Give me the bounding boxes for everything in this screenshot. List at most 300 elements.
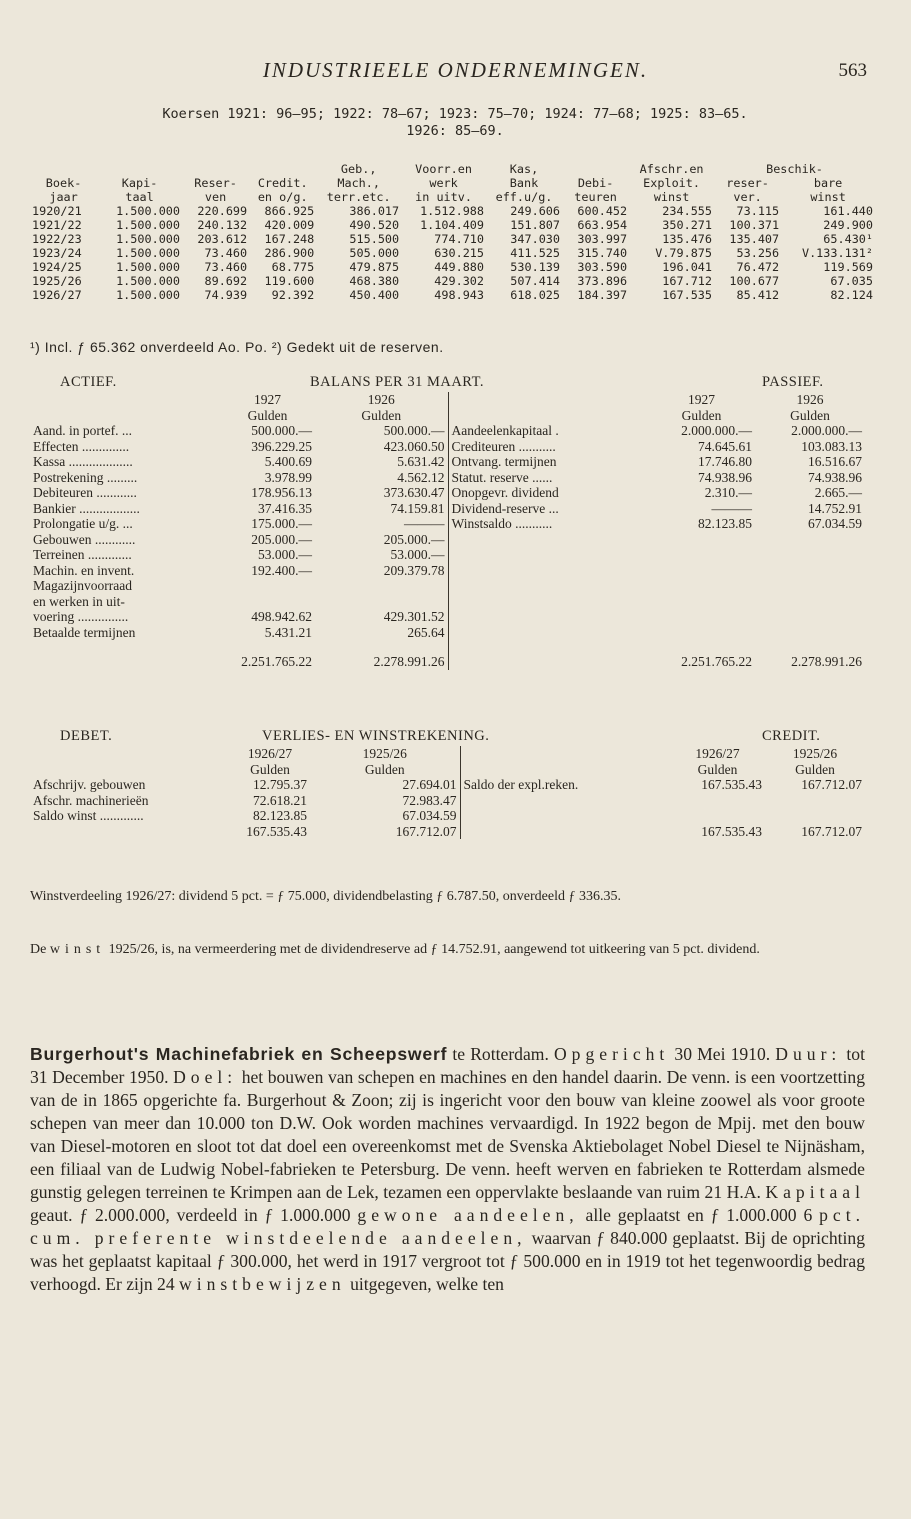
balans-row (30, 454, 865, 470)
spacer (755, 609, 865, 625)
actief-value: 175.000.— (251, 516, 312, 531)
results-cell: V.79.875 (655, 246, 713, 260)
results-table (30, 162, 875, 302)
passief-label: Statut. reserve ...... (448, 470, 648, 486)
col-h1-geb: Geb., (340, 162, 377, 176)
passief-value: 2.000.000.— (791, 423, 862, 438)
passief-label: Onopgevr. dividend (448, 485, 648, 501)
results-cell: 76.472 (736, 260, 780, 274)
total-actief: 2.251.765.22 (241, 654, 312, 669)
results-cell: 498.943 (434, 288, 484, 302)
results-cell: 303.590 (577, 260, 628, 274)
spacer (755, 578, 865, 594)
spacer (460, 762, 670, 778)
spacer (648, 563, 755, 579)
actief-value: 205.000.— (383, 531, 445, 547)
passief-label: PASSIEF. (762, 374, 824, 390)
debet-value: 72.618.21 (253, 792, 307, 808)
spacer (648, 594, 755, 610)
actief-value (315, 594, 448, 610)
results-cell: 303.997 (577, 232, 628, 246)
unit-header: Gulden (247, 407, 288, 423)
results-year-cell: 1926/27 (32, 288, 82, 302)
year-header: 1926 (367, 392, 395, 407)
year-header: 1927 (254, 392, 281, 407)
col-h3: in uitv. (415, 190, 472, 204)
col-h3: teuren (574, 190, 617, 204)
company-paragraph (30, 1043, 865, 1296)
results-cell: 429.302 (434, 274, 484, 288)
passief-label: Aandeelenkapitaal . (448, 423, 648, 439)
results-cell: 411.525 (510, 246, 561, 260)
vw-row (30, 808, 865, 824)
passief-label: Dividend-reserve ... (448, 501, 648, 517)
passief-value: 82.123.85 (698, 516, 752, 531)
debet-value: 82.123.85 (253, 808, 307, 823)
results-header-row-3 (30, 190, 875, 204)
results-cell: 350.271 (662, 218, 713, 232)
actief-value (315, 578, 448, 594)
passief-value: 16.516.67 (808, 454, 862, 469)
unit-header: Gulden (790, 407, 830, 423)
col-h3: ver. (733, 190, 762, 204)
results-cell: 151.807 (510, 218, 561, 232)
spacer (755, 532, 865, 548)
koersen-block (40, 106, 870, 140)
results-cell: 234.555 (662, 204, 713, 218)
debet-value: 67.034.59 (402, 808, 457, 823)
actief-value: 192.400.— (251, 562, 312, 578)
winst-keyword: winst (49, 942, 106, 957)
col-h2: werk (429, 176, 458, 190)
results-footnote: ¹) Incl. ƒ 65.362 onverdeeld Ao. Po. ²) Gedekt uit de reserven. (30, 339, 444, 355)
actief-value: 265.64 (407, 624, 445, 640)
balans-row (30, 578, 865, 594)
results-cell: 1.500.000 (116, 274, 180, 288)
results-cell: 479.875 (349, 260, 400, 274)
balans-row (30, 609, 865, 625)
spacer (448, 594, 648, 610)
results-cell: 249.900 (823, 218, 873, 232)
spacer (755, 594, 865, 610)
debet-label: Afschrijv. gebouwen (33, 777, 146, 792)
results-cell: 249.606 (510, 204, 561, 218)
actief-value: 205.000.— (251, 531, 312, 547)
results-cell: 240.132 (197, 218, 248, 232)
balans-row (30, 470, 865, 486)
spacer (460, 808, 670, 824)
actief-label: Prolongatie u/g. ... (33, 516, 133, 531)
page-header (0, 58, 911, 83)
passief-label: Crediteuren ........... (448, 439, 648, 455)
actief-label: Betaalde termijnen (33, 624, 136, 640)
results-year-cell: 1924/25 (32, 260, 82, 274)
results-year-cell: 1923/24 (32, 246, 82, 260)
spacer (30, 824, 230, 840)
winst-paragraph (30, 941, 870, 958)
results-cell: 53.256 (736, 246, 780, 260)
passief-value: 74.938.96 (698, 469, 752, 485)
actief-value: ——— (404, 516, 445, 531)
col-h3: jaar (49, 190, 78, 204)
col-h2: Reser- (194, 176, 237, 190)
results-row (30, 288, 875, 302)
spacer (755, 547, 865, 563)
results-cell: 73.460 (204, 260, 248, 274)
actief-label: Machin. en invent. (33, 562, 135, 578)
results-cell: 74.939 (204, 288, 248, 302)
passief-value: 17.746.80 (698, 454, 752, 469)
actief-label: Terreinen ............. (33, 547, 132, 562)
unit-header: Gulden (795, 761, 835, 777)
winst-text: 1925/26, is, na vermeerdering met de dividendreserve ad ƒ 14.752.91, aangewend tot uitkeering van 5 pct. dividend. (105, 942, 760, 957)
koersen-line-2: 1926: 85—69. (406, 123, 504, 139)
col-h2: Debi- (577, 176, 614, 190)
actief-label: en werken in uit- (33, 593, 125, 609)
vw-body (30, 746, 865, 839)
passief-value: 103.083.13 (801, 438, 862, 454)
actief-label: Gebouwen ............ (33, 531, 136, 547)
spacer (460, 746, 670, 762)
credit-label: CREDIT. (762, 728, 821, 744)
results-cell: 1.512.988 (420, 204, 484, 218)
actief-value: 429.301.52 (383, 609, 445, 624)
results-year-cell: 1925/26 (32, 274, 82, 288)
spacer (765, 808, 865, 824)
results-cell: 167.712 (662, 274, 713, 288)
results-cell: 600.452 (577, 204, 628, 218)
spacer (30, 392, 220, 408)
actief-value: 178.956.13 (251, 485, 312, 500)
balans-row (30, 501, 865, 517)
results-cell: 73.460 (204, 246, 248, 260)
results-cell: 347.030 (510, 232, 561, 246)
spacer (448, 532, 648, 548)
keyword-doel: Doel: (173, 1067, 238, 1087)
winst-prefix: De (30, 942, 50, 957)
results-cell: 530.139 (510, 260, 561, 274)
actief-label: voering ............... (33, 609, 129, 624)
passief-value: 2.000.000.— (681, 423, 752, 438)
balans-row (30, 547, 865, 563)
col-h3: en o/g. (257, 190, 308, 204)
actief-label: Effecten .............. (33, 438, 130, 454)
total-debet: 167.535.43 (246, 823, 307, 839)
credit-value: 167.535.43 (701, 777, 762, 792)
spacer (648, 578, 755, 594)
passief-value: 67.034.59 (808, 516, 862, 531)
actief-value: 53.000.— (258, 547, 312, 562)
col-h1-kas: Kas, (509, 162, 539, 176)
results-cell: 450.400 (349, 288, 400, 302)
col-h2: Exploit. (643, 176, 700, 190)
passief-value: ——— (711, 500, 752, 516)
spacer (448, 609, 648, 625)
balans-body (30, 392, 865, 670)
spacer (648, 547, 755, 563)
text-run: 30 Mei 1910. (669, 1044, 776, 1064)
spacer (755, 625, 865, 641)
results-cell: 373.896 (577, 274, 628, 288)
col-h2: Boek- (45, 176, 82, 190)
passief-label: Winstsaldo ........... (448, 516, 648, 532)
unit-header: Gulden (364, 761, 405, 777)
results-cell: 507.414 (510, 274, 561, 288)
spacer (648, 532, 755, 548)
results-cell: 92.392 (271, 288, 315, 302)
spacer (755, 563, 865, 579)
actief-value: 500.000.— (251, 423, 312, 438)
vw-row (30, 793, 865, 809)
spacer (448, 578, 648, 594)
keyword-duur: Duur: (775, 1044, 842, 1064)
actief-value: 4.562.12 (397, 469, 445, 485)
debet-label: DEBET. (60, 728, 113, 744)
col-h3: terr.etc. (326, 190, 391, 204)
vw-title: VERLIES- EN WINSTREKENING. (262, 728, 490, 744)
results-cell: 119.600 (264, 274, 315, 288)
results-row (30, 204, 875, 218)
year-header: 1926 (796, 392, 824, 407)
results-cell: 1.500.000 (116, 204, 180, 218)
total-credit: 167.535.43 (701, 823, 762, 839)
debet-value: 72.983.47 (402, 792, 457, 808)
actief-label: Debiteuren ............ (33, 485, 137, 500)
actief-value (220, 594, 315, 610)
balans-total-row (30, 640, 865, 670)
col-h2: reser- (726, 176, 769, 190)
spacer (448, 563, 648, 579)
passief-value: 2.665.— (814, 485, 862, 500)
passief-value: 14.752.91 (808, 500, 862, 516)
results-cell: 135.476 (662, 232, 713, 246)
col-h3: eff.u/g. (495, 190, 553, 204)
results-cell: 490.520 (349, 218, 400, 232)
total-actief: 2.278.991.26 (373, 654, 445, 669)
balans-row (30, 594, 865, 610)
balans-table (30, 392, 865, 670)
balans-row (30, 532, 865, 548)
keyword-opgericht: Opgericht (553, 1044, 670, 1064)
results-cell: 663.954 (577, 218, 628, 232)
col-h1-voorr: Voorr.en (415, 162, 472, 176)
col-h2: bare (813, 176, 843, 190)
passief-value: 2.310.— (704, 485, 752, 500)
balans-row (30, 485, 865, 501)
results-cell: 184.397 (577, 288, 628, 302)
unit-header: Gulden (250, 761, 290, 777)
actief-label: Aand. in portef. ... (33, 423, 132, 438)
text-run: waarvan ƒ 840.000 geplaatst. Bij de oprichting was het geplaatst kapitaal ƒ 300.000, het werd in 1917 vergroot tot ƒ 500.000 en in 1919 tot het tegenwoordig bedrag verhoogd. Er zijn 24 (30, 1228, 865, 1294)
spacer (448, 640, 648, 670)
actief-value: 373.630.47 (383, 485, 445, 500)
col-h2: Credit. (257, 176, 308, 190)
results-cell: 85.412 (736, 288, 780, 302)
results-cell: 196.041 (662, 260, 713, 274)
text-run: te Rotterdam. (447, 1044, 554, 1064)
col-h2: Bank (509, 176, 539, 190)
results-cell: 866.925 (264, 204, 315, 218)
spacer (30, 746, 230, 762)
text-run: tot 31 December 1950. (30, 1044, 865, 1087)
results-cell: 1.500.000 (116, 260, 180, 274)
text-run: uitgegeven, welke ten (345, 1274, 504, 1294)
results-row (30, 246, 875, 260)
results-cell: 1.104.409 (420, 218, 484, 232)
results-header-row-2 (30, 176, 875, 190)
text-run: alle geplaatst en ƒ 1.000.000 6 (578, 1205, 820, 1225)
actief-value: 5.400.69 (264, 454, 312, 469)
balans-title: BALANS PER 31 MAART. (310, 374, 485, 390)
col-h3: ven (204, 190, 227, 204)
balans-row (30, 423, 865, 439)
results-cell: 630.215 (434, 246, 484, 260)
vw-row (30, 777, 865, 793)
results-row (30, 218, 875, 232)
total-passief: 2.278.991.26 (791, 654, 862, 669)
debet-value: 12.795.37 (253, 777, 307, 792)
spacer (670, 793, 765, 809)
balans-row (30, 563, 865, 579)
results-cell: 167.248 (264, 232, 315, 246)
results-cell: 386.017 (349, 204, 400, 218)
balans-row (30, 625, 865, 641)
results-cell: 82.124 (830, 288, 873, 302)
actief-value: 5.431.21 (264, 624, 312, 640)
results-cell: 100.677 (729, 274, 780, 288)
balans-row (30, 439, 865, 455)
keyword-gewone-aandeelen: gewone aandeelen, (357, 1205, 579, 1225)
results-cell: 67.035 (830, 274, 873, 288)
year-header: 1927 (688, 392, 715, 407)
results-cell: 135.407 (729, 232, 780, 246)
results-cell: 774.710 (434, 232, 484, 246)
results-cell: 100.371 (729, 218, 780, 232)
unit-header: Gulden (697, 761, 738, 777)
col-h3: taal (125, 190, 154, 204)
text-run: het bouwen van schepen en machines en den handel daarin. De venn. is een voortzetting van de in 1865 opgerichte fa. Burgerhout & Zoon; zij is ingericht voor den bouw van kleine zoowel als voor groote schepen van meer dan 10.000 ton D.W. Ook worden machines vervaardigd. In 1922 begon de Mpij. met den bouw van Diesel-motoren en sloot tot dat doel een overeenkomst met de Svenska Aktiebolaget Nobel Diesel te Nijnäsham, een filiaal van de Ludwig Nobel-fabrieken te Petersburg. De venn. heeft werven en fabrieken te Rotterdam alsmede gunstig gelegen terreinen te Krimpen aan de Lek, tezamen een oppervlakte beslaande van ruim 21 H.A. (30, 1067, 865, 1202)
vw-year-row (30, 746, 865, 762)
year-header: 1926/27 (695, 746, 740, 761)
col-h3: winst (653, 190, 690, 204)
actief-label: ACTIEF. (60, 374, 117, 390)
col-h1-beschik: Beschik- (766, 162, 823, 176)
results-header-row-1 (30, 162, 875, 176)
company-name: Burgerhout's Machinefabriek en Scheepswerf (30, 1044, 448, 1064)
actief-value: 37.416.35 (258, 500, 312, 516)
actief-label: Bankier .................. (33, 500, 140, 516)
results-cell: 89.692 (204, 274, 248, 288)
winstverdeeling: Winstverdeeling 1926/27: dividend 5 pct. = ƒ 75.000, dividendbelasting ƒ 6.787.50, onverdeeld ƒ 336.35. (30, 889, 621, 904)
actief-label: Kassa ................... (33, 454, 133, 469)
results-year-cell: 1921/22 (32, 218, 82, 232)
results-cell: 618.025 (510, 288, 561, 302)
col-h2: Kapi- (121, 176, 158, 190)
total-debet: 167.712.07 (395, 823, 457, 839)
spacer (30, 640, 220, 670)
spacer (448, 625, 648, 641)
results-cell: 420.009 (264, 218, 315, 232)
spacer (448, 392, 648, 408)
koersen-line-1: Koersen 1921: 96—95; 1922: 78—67; 1923: 75—70; 1924: 77—68; 1925: 83—65. (162, 106, 748, 122)
debet-label: Saldo winst ............. (33, 808, 144, 823)
passief-value: 74.938.96 (808, 469, 862, 485)
year-header: 1926/27 (247, 746, 293, 761)
results-cell: 505.000 (349, 246, 400, 260)
spacer (648, 609, 755, 625)
results-cell: 315.740 (577, 246, 628, 260)
col-h1-afschr: Afschr.en (639, 162, 704, 176)
debet-value: 27.694.01 (402, 777, 457, 792)
results-cell: 65.430¹ (823, 232, 873, 246)
results-year-cell: 1920/21 (32, 204, 82, 218)
spacer (765, 793, 865, 809)
actief-value: 5.631.42 (397, 454, 445, 469)
results-body (30, 204, 875, 302)
unit-header: Gulden (681, 407, 722, 423)
running-title: INDUSTRIEELE ONDERNEMINGEN. (262, 58, 649, 82)
results-cell: 220.699 (197, 204, 248, 218)
balans-row (30, 516, 865, 532)
keyword-preferente: pct. cum. preferente winstdeelende aandeelen, (30, 1205, 865, 1248)
results-cell: 203.612 (197, 232, 248, 246)
results-cell: 449.880 (434, 260, 484, 274)
credit-value: 167.712.07 (801, 777, 862, 792)
page-number: 563 (838, 60, 867, 81)
year-header: 1925/26 (362, 746, 407, 761)
spacer (460, 793, 670, 809)
credit-label: Saldo der expl.reken. (460, 777, 670, 793)
actief-value: 423.060.50 (383, 438, 445, 454)
actief-value: 498.942.62 (251, 609, 312, 624)
results-cell: 1.500.000 (116, 232, 180, 246)
results-cell: 68.775 (271, 260, 315, 274)
spacer (648, 625, 755, 641)
passief-value: 74.645.61 (698, 438, 752, 454)
results-cell: 1.500.000 (116, 288, 180, 302)
actief-value: 3.978.99 (264, 469, 312, 485)
results-cell: 1.500.000 (116, 218, 180, 232)
keyword-kapitaal: Kapitaal (765, 1182, 865, 1202)
balans-unit-row (30, 408, 865, 424)
results-row (30, 260, 875, 274)
results-cell: 167.535 (662, 288, 713, 302)
col-h2: Mach., (337, 176, 380, 190)
actief-value: 53.000.— (390, 547, 445, 562)
actief-value: 396.229.25 (251, 438, 312, 454)
vw-unit-row (30, 762, 865, 778)
keyword-winstbewijzen: winstbewijzen (179, 1274, 346, 1294)
spacer (30, 762, 230, 778)
actief-value: 74.159.81 (390, 500, 445, 516)
results-cell: V.133.131² (801, 246, 873, 260)
results-cell: 515.500 (349, 232, 400, 246)
results-row (30, 274, 875, 288)
actief-value (220, 578, 315, 594)
results-cell: 1.500.000 (116, 246, 180, 260)
actief-label: Magazijnvoorraad (33, 578, 132, 593)
debet-label: Afschr. machinerieën (33, 792, 149, 808)
actief-label: Postrekening ......... (33, 469, 138, 485)
balans-year-row (30, 392, 865, 408)
actief-value: 209.379.78 (383, 562, 445, 578)
results-cell: 119.569 (823, 260, 873, 274)
spacer (30, 408, 220, 424)
total-credit: 167.712.07 (801, 823, 862, 839)
results-cell: 286.900 (264, 246, 315, 260)
spacer (670, 808, 765, 824)
spacer (448, 408, 648, 424)
